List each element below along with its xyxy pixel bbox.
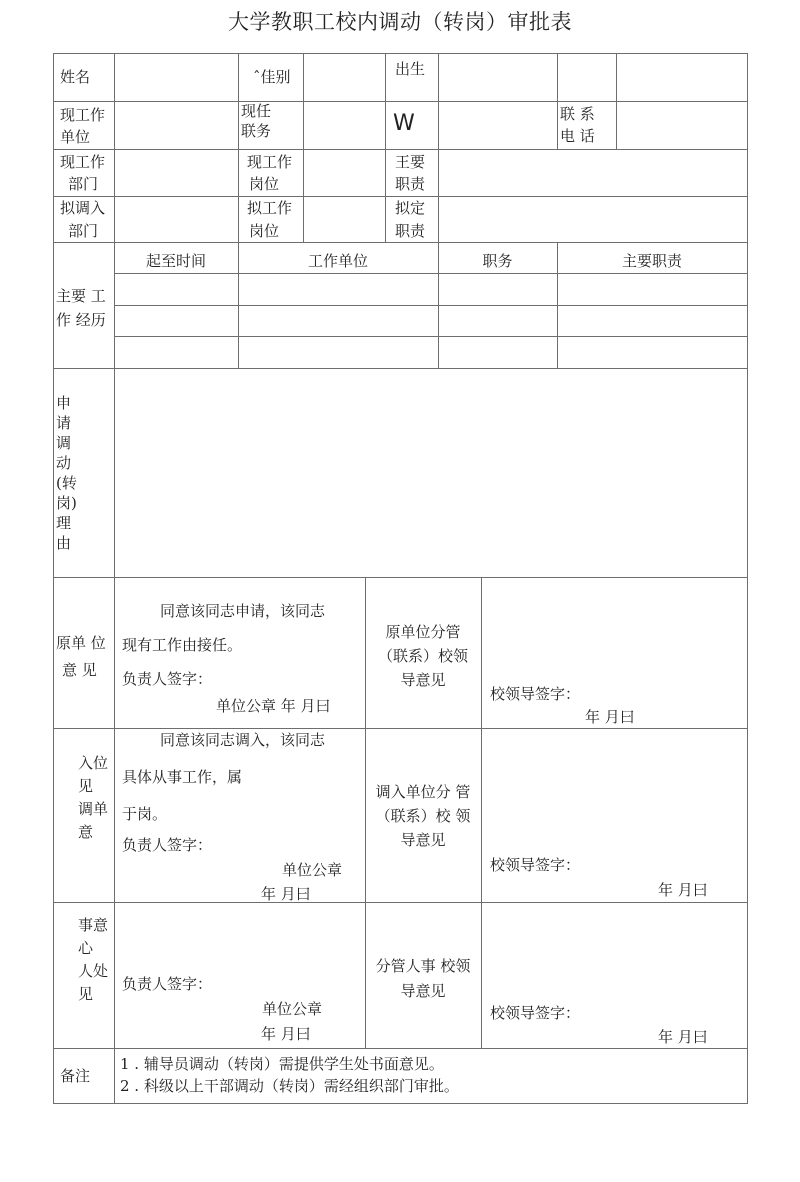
current-unit-label-line1: 现工作 bbox=[60, 106, 106, 124]
reason-field[interactable] bbox=[120, 374, 740, 570]
hr-leader-label-line2: 导意见 bbox=[400, 982, 446, 1000]
current-dept-label-line2: 部门 bbox=[68, 175, 99, 193]
incoming-opinion-line3: 于岗。 bbox=[122, 805, 168, 823]
incoming-signature-label: 负责人签字： bbox=[122, 836, 213, 854]
incoming-leader-label bbox=[365, 780, 481, 852]
incoming-leader-date: 年 月曰 bbox=[658, 881, 708, 899]
notes-list bbox=[120, 1053, 459, 1097]
original-leader-label-line3: 导意见 bbox=[400, 671, 446, 689]
w-mark: W bbox=[393, 111, 415, 136]
current-duty-field[interactable] bbox=[308, 106, 380, 144]
new-resp-label bbox=[395, 197, 425, 243]
original-signature-label: 负责人签字： bbox=[122, 670, 213, 688]
current-post-field[interactable] bbox=[308, 153, 380, 191]
current-duty-label-line2: 联务 bbox=[241, 122, 272, 140]
current-unit-label bbox=[60, 104, 105, 148]
original-leader-label-line1: 原单位分管 bbox=[385, 623, 461, 641]
form-title: 大学教职工校内调动（转岗）审批表 bbox=[228, 10, 572, 34]
note-item: 1 . 辅导员调动（转岗）需提供学生处书面意见。 bbox=[120, 1055, 444, 1073]
note-item: 2 . 科级以上干部调动（转岗）需经组织部门审批。 bbox=[120, 1077, 459, 1095]
hr-date: 年 月曰 bbox=[261, 1025, 311, 1043]
experience-header-position: 职务 bbox=[482, 252, 513, 270]
experience-rows[interactable] bbox=[116, 276, 746, 366]
gender-field[interactable] bbox=[308, 58, 380, 96]
hr-seal: 单位公章 bbox=[262, 1000, 323, 1018]
phone-field[interactable] bbox=[622, 106, 742, 144]
hr-leader-label-line1: 分管人事 校领 bbox=[375, 957, 471, 975]
original-opinion-line2: 现有工作由接任。 bbox=[122, 636, 243, 654]
incoming-leader-label-line2: （联系）校 领 bbox=[375, 807, 471, 825]
current-unit-label-line2: 单位 bbox=[60, 128, 91, 146]
new-dept-label bbox=[60, 197, 105, 243]
gender-label: ˆ佳别 bbox=[253, 68, 291, 86]
hr-signature-label: 负责人签字： bbox=[122, 975, 213, 993]
current-resp-label bbox=[395, 151, 425, 195]
phone-label bbox=[560, 103, 595, 147]
hr-leader-date: 年 月曰 bbox=[658, 1028, 708, 1046]
original-opinion-line1: 同意该同志申请，该同志 bbox=[160, 602, 326, 620]
experience-header-unit: 工作单位 bbox=[307, 252, 368, 270]
new-resp-label-line2: 职责 bbox=[395, 222, 426, 240]
original-leader-label bbox=[365, 620, 481, 692]
new-dept-label-line1: 拟调入 bbox=[60, 199, 106, 217]
incoming-leader-label-line3: 导意见 bbox=[400, 831, 446, 849]
reason-label: 申请调动(转岗)理由 bbox=[56, 394, 77, 552]
new-dept-label-line2: 部门 bbox=[68, 222, 99, 240]
hr-leader-label bbox=[365, 954, 481, 1004]
current-post-label bbox=[247, 151, 292, 195]
current-dept-label-line1: 现工作 bbox=[60, 153, 106, 171]
name-label: 姓名 bbox=[60, 68, 91, 86]
original-leader-label-line2: （联系）校领 bbox=[377, 647, 468, 665]
incoming-opinion-line1: 同意该同志调入，该同志 bbox=[160, 731, 326, 749]
photo-field bbox=[622, 58, 742, 96]
new-post-label-line2: 岗位 bbox=[249, 222, 280, 240]
phone-label-line1: 联 系 bbox=[560, 105, 595, 123]
current-dept-field[interactable] bbox=[120, 153, 232, 191]
new-resp-label-line1: 拟定 bbox=[395, 199, 426, 217]
hr-leader-signature: 校领导签字： bbox=[490, 1004, 581, 1022]
incoming-opinion-line2: 具体从事工作，属 bbox=[122, 768, 243, 786]
incoming-leader-signature: 校领导签字： bbox=[490, 856, 581, 874]
experience-header-duties: 主要职责 bbox=[621, 252, 682, 270]
name-field[interactable] bbox=[120, 58, 232, 96]
current-post-label-line1: 现工作 bbox=[247, 153, 293, 171]
current-duty-label bbox=[241, 101, 271, 141]
incoming-leader-label-line1: 调入单位分 管 bbox=[375, 783, 471, 801]
incoming-date: 年 月曰 bbox=[261, 885, 311, 903]
original-seal-date: 单位公章 年 月曰 bbox=[216, 697, 331, 715]
new-post-label-line1: 拟工作 bbox=[247, 199, 293, 217]
current-resp-label-line1: 王要 bbox=[395, 153, 426, 171]
hr-label: 事意心 人处见 bbox=[78, 916, 109, 1003]
current-dept-label bbox=[60, 151, 105, 195]
phone-label-line2: 电 话 bbox=[560, 127, 595, 145]
new-dept-field[interactable] bbox=[120, 200, 232, 238]
original-leader-signature: 校领导签字： bbox=[490, 685, 581, 703]
new-post-label bbox=[247, 197, 292, 243]
original-unit-label-line1: 原单 位 bbox=[56, 634, 106, 652]
original-leader-date: 年 月曰 bbox=[585, 708, 635, 726]
current-unit-field[interactable] bbox=[120, 106, 232, 144]
experience-header-period: 起至时间 bbox=[145, 252, 206, 270]
current-post-label-line2: 岗位 bbox=[249, 175, 280, 193]
new-resp-field[interactable] bbox=[444, 200, 742, 238]
incoming-seal: 单位公章 bbox=[282, 861, 343, 879]
incoming-unit-label: 入位见 调单意 bbox=[78, 754, 109, 841]
birth-label: 出生 bbox=[395, 60, 426, 78]
new-post-field[interactable] bbox=[308, 200, 380, 238]
original-unit-label bbox=[56, 630, 106, 684]
experience-label: 主要 工作 经历 bbox=[56, 287, 106, 329]
current-resp-label-line2: 职责 bbox=[395, 175, 426, 193]
current-duty-label-line1: 现任 bbox=[241, 102, 272, 120]
original-unit-label-line2: 意 见 bbox=[62, 661, 97, 679]
birth-field[interactable] bbox=[444, 58, 552, 96]
current-resp-field[interactable] bbox=[444, 153, 742, 191]
notes-label: 备注 bbox=[60, 1067, 91, 1085]
